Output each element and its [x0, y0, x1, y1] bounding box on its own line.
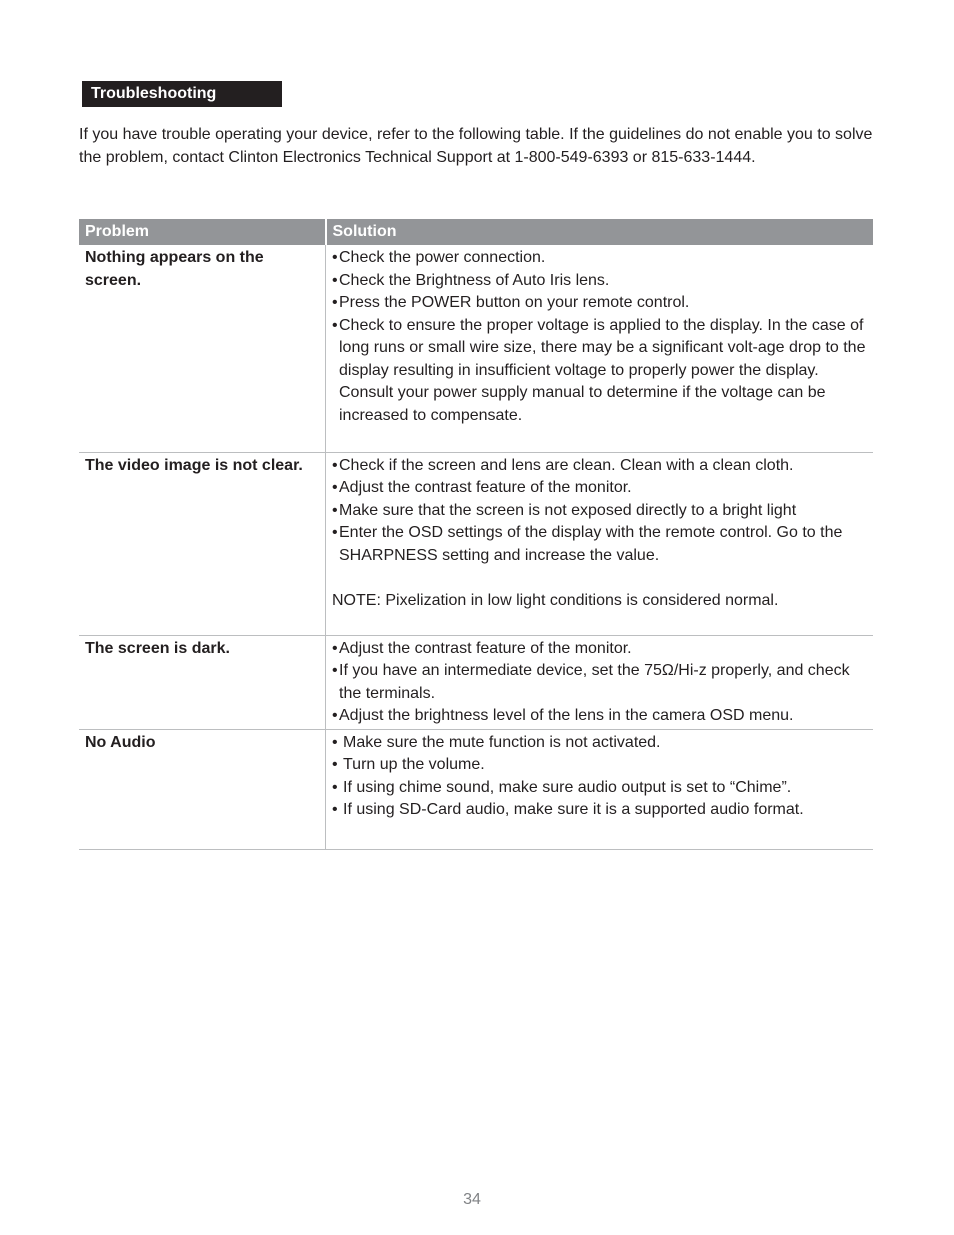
problem-column-header: Problem	[79, 219, 326, 245]
list-item	[332, 799, 867, 822]
solution-text: Check the Brightness of Auto Iris lens.	[339, 271, 610, 289]
solution-text: If you have an intermediate device, set the 75Ω/Hi-z properly, and check the terminals.	[339, 662, 850, 702]
problem-cell: No Audio	[79, 729, 326, 849]
list-item	[332, 500, 867, 523]
table-row	[79, 635, 873, 729]
list-item	[332, 754, 867, 777]
solution-text: Adjust the brightness level of the lens in the camera OSD menu.	[339, 707, 794, 724]
solution-list	[332, 247, 867, 427]
table-header-row	[79, 219, 873, 245]
bullet-icon: •	[332, 249, 338, 266]
bullet-icon: •	[332, 501, 338, 519]
bullet-icon: •	[332, 707, 338, 724]
bullet-icon: •	[332, 524, 338, 541]
list-item	[332, 292, 867, 315]
list-item	[332, 522, 867, 567]
list-item	[332, 477, 867, 500]
bullet-icon: •	[332, 456, 338, 474]
list-item	[332, 270, 867, 293]
solution-cell	[326, 635, 874, 729]
bullet-icon: •	[332, 662, 338, 679]
solution-text: Make sure the mute function is not activated.	[343, 733, 661, 751]
solution-text: Check if the screen and lens are clean. Clean with a clean cloth.	[339, 456, 794, 474]
problem-cell: The video image is not clear.	[79, 452, 326, 635]
section-title: Troubleshooting	[82, 81, 282, 107]
table-row	[79, 245, 873, 452]
solution-text: Adjust the contrast feature of the monitor.	[339, 639, 632, 657]
solution-cell	[326, 729, 874, 849]
solution-cell	[326, 245, 874, 452]
page-number: 34	[463, 1191, 481, 1208]
solution-text: Adjust the contrast feature of the monitor.	[339, 479, 632, 496]
table-row	[79, 452, 873, 635]
list-item	[332, 660, 867, 705]
list-item	[332, 315, 867, 428]
solution-text: If using chime sound, make sure audio output is set to “Chime”.	[343, 778, 792, 796]
bullet-icon: •	[332, 479, 338, 496]
problem-cell: Nothing appears on the screen.	[79, 245, 326, 452]
solution-text: Check to ensure the proper voltage is applied to the display. In the case of long runs or small wire size, there may be a significant volt-age drop to the display resulting in insufficient voltage to properly power the display. Consult your power supply manual to determine if the voltage can be increased to compensate.	[339, 316, 866, 424]
bullet-icon: •	[332, 639, 338, 657]
bullet-icon: •	[332, 733, 338, 751]
list-item	[332, 732, 867, 755]
solution-text: Check the power connection.	[339, 249, 546, 266]
bullet-icon: •	[332, 271, 338, 289]
list-item	[332, 705, 867, 728]
solution-column-header: Solution	[326, 219, 874, 245]
solution-list	[332, 732, 867, 822]
troubleshooting-table	[79, 219, 873, 850]
list-item	[332, 777, 867, 800]
solution-text: If using SD-Card audio, make sure it is a supported audio format.	[343, 801, 804, 818]
solution-text: Press the POWER button on your remote control.	[339, 294, 690, 311]
solution-text: Enter the OSD settings of the display with the remote control. Go to the SHARPNESS setting and increase the value.	[339, 524, 843, 564]
list-item	[332, 247, 867, 270]
bullet-icon: •	[332, 316, 338, 334]
problem-cell: The screen is dark.	[79, 635, 326, 729]
bullet-icon: •	[332, 294, 338, 311]
solution-text: Make sure that the screen is not exposed directly to a bright light	[339, 501, 797, 519]
solution-text: Turn up the volume.	[343, 756, 485, 773]
list-item	[332, 638, 867, 661]
table-row	[79, 729, 873, 849]
solution-cell	[326, 452, 874, 635]
solution-list	[332, 638, 867, 728]
list-item	[332, 455, 867, 478]
bullet-icon: •	[332, 756, 338, 773]
intro-paragraph: If you have trouble operating your device, refer to the following table. If the guidelines do not enable you to solve the problem, contact Clinton Electronics Technical Support at 1-800-549-6393 or 815-633-1444.	[79, 126, 873, 166]
bullet-icon: •	[332, 801, 338, 818]
solution-list	[332, 455, 867, 568]
bullet-icon: •	[332, 778, 338, 796]
note-text: NOTE: Pixelization in low light conditions is considered normal.	[332, 591, 779, 609]
